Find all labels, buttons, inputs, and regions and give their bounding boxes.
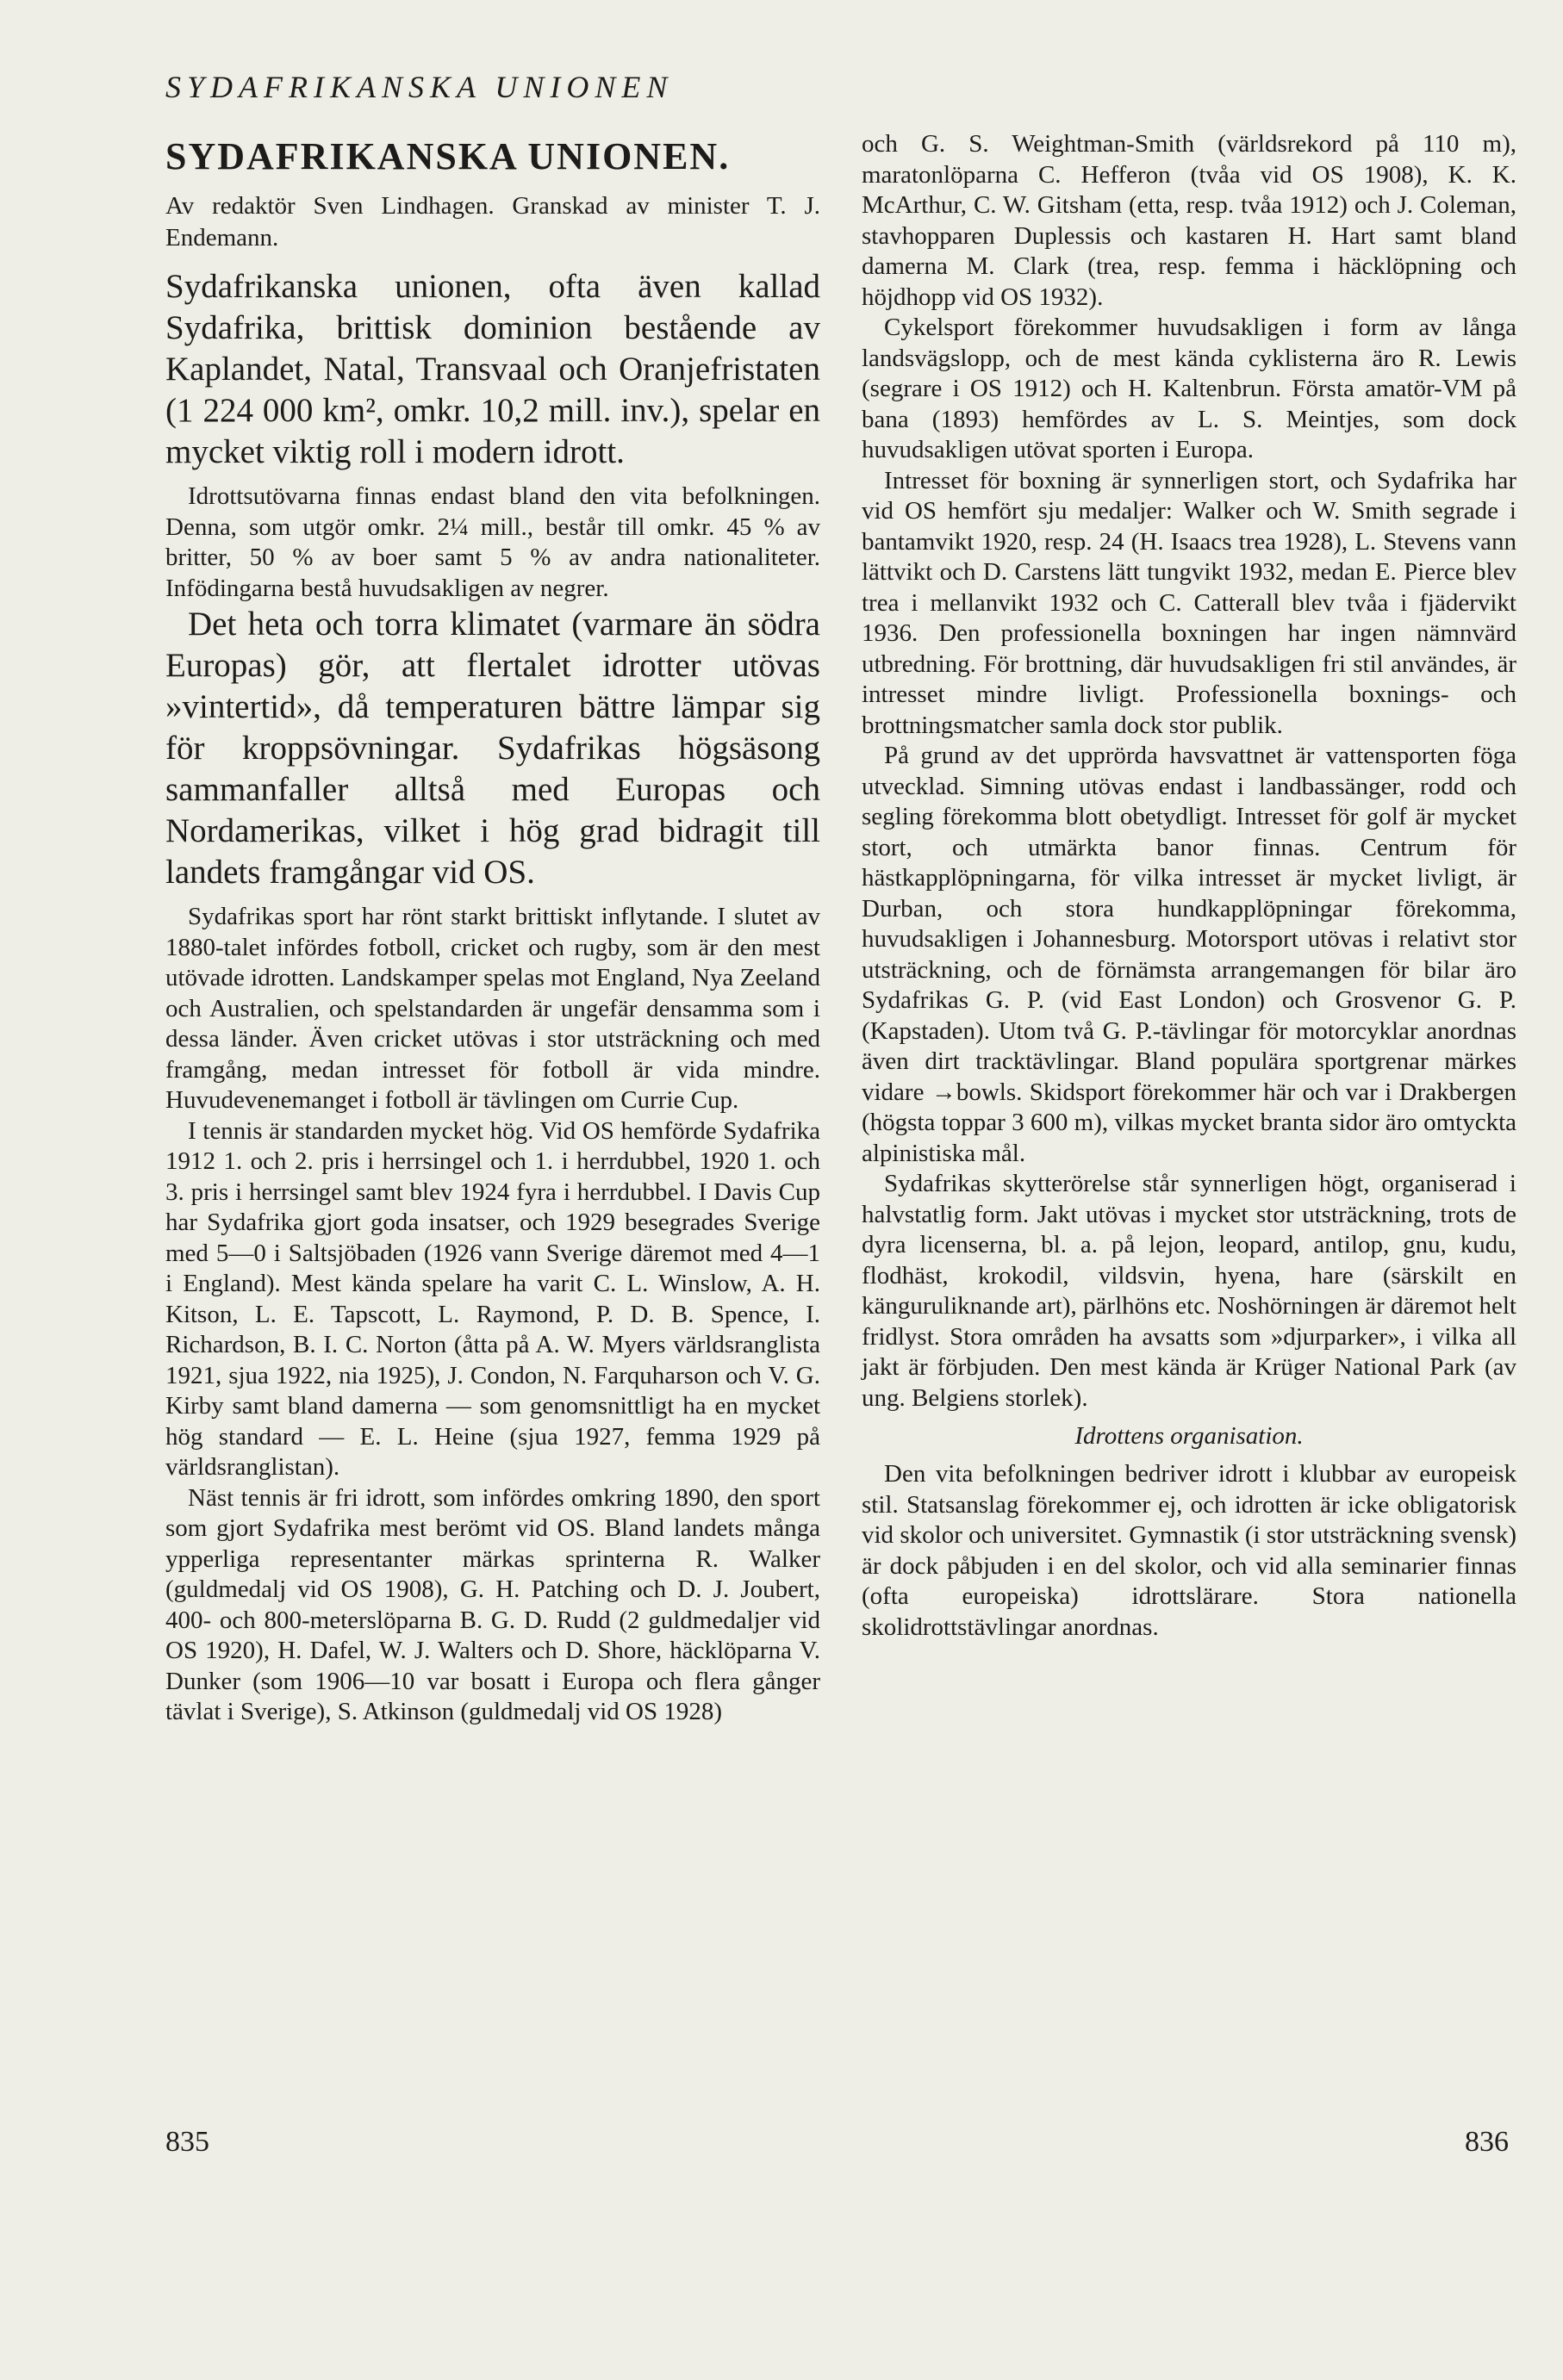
right-column — [862, 129, 1516, 1643]
lead-paragraph-1: Sydafrikanska unionen, ofta även kallad Sydafrika, brittisk dominion bestående av Kaplandet, Natal, Transvaal och Oranjefristaten (1 224 000 km², omkr. 10,2 mill. inv.), spelar en mycket viktig roll i modern idrott. — [165, 268, 820, 470]
left-column — [165, 129, 820, 1728]
paragraph-cycling: Cykelsport förekommer huvudsakligen i form av långa landsvägslopp, och de mest kända cyklisterna äro R. Lewis (segrare i OS 1912) och H. Kaltenbrun. Första amatör-VM på bana (1893) hemfördes av L. S. Meintjes, som dock huvudsakligen utövat sporten i Europa. — [862, 314, 1516, 463]
article-title: SYDAFRIKANSKA UNIONEN. — [165, 135, 731, 177]
running-head: SYDAFRIKANSKA UNIONEN — [165, 70, 674, 104]
paragraph-watersports: På grund av det upprörda havsvattnet är vattensporten föga utvecklad. Simning utövas endast i landbassänger, rodd och segling förekomma blott obetydligt. Intresset för golf är mycket stort, och utmärkta banor finnas. Centrum för hästkapplöpningarna, för vilka intresset är mycket livligt, är Durban, och stora hundkapplöpningar förekomma, huvudsakligen i Johannesburg. Motorsport utövas i relativt stor utsträckning, och de förnämsta arrangemangen för bilar äro Sydafrikas G. P. (vid East London) och Grosvenor G. P. (Kapstaden). Utom två G. P.-tävlingar för motorcyklar anordnas även dirt tracktävlingar. Bland populära sportgrenar märkes vidare →bowls. Skidsport förekommer här och var i Drakbergen (högsta toppar 3 600 m), vilkas mycket branta sidor äro omtyckta alpinistiska mål. — [862, 742, 1516, 1167]
section-subheading: Idrottens organisation. — [1074, 1422, 1304, 1450]
page-number-right: 836 — [1465, 2126, 1509, 2158]
page-number-left: 835 — [165, 2126, 209, 2158]
paragraph-british-influence: Sydafrikas sport har rönt starkt brittiskt inflytande. I slutet av 1880-talet infördes fotboll, cricket och rugby, som är den mest utövade idrotten. Landskamper spelas mot England, Nya Zeeland och Australien, och spelstandarden är ungefär densamma som i dessa länder. Även cricket utövas i stor utsträckning och med framgång, medan intresset för fotboll är vida mindre. Huvudevenemanget i fotboll är tävlingen om Currie Cup. — [165, 903, 820, 1114]
paragraph-athletics: Näst tennis är fri idrott, som infördes omkring 1890, den sport som gjort Sydafrika mest berömt vid OS. Bland landets många ypperliga representanter märkas sprinterna R. Walker (guldmedalj vid OS 1908), G. H. Patching och D. J. Joubert, 400- och 800-meterslöparna B. G. D. Rudd (2 guldmedaljer vid OS 1920), H. Dafel, W. J. Walters och D. Shore, häcklöparna V. Dunker (som 1906—10 var bosatt i Europa och flera gånger tävlat i Sverige), S. Atkinson (guldmedalj vid OS 1928) — [165, 1483, 820, 1725]
paragraph-organisation: Den vita befolkningen bedriver idrott i klubbar av europeisk stil. Statsanslag förekommer ej, och idrotten är icke obligatorisk vid skolor och universitet. Gymnastik (i stor utsträckning svensk) är dock påbjuden i en del skolor, och vid alla seminarier finnas (ofta europeiska) idrottslärare. Stora nationella skolidrottstävlingar anordnas. — [862, 1460, 1516, 1641]
lead-paragraph-2: Det heta och torra klimatet (varmare än södra Europas) gör, att flertalet idrotter utövas »vintertid», då temperaturen bättre lämpar sig för kroppsövningar. Sydafrikas högsäsong sammanfaller alltså med Europas och Nordamerikas, vilket i hög grad bidragit till landets framgångar vid OS. — [165, 606, 820, 891]
paragraph-shooting: Sydafrikas skytterörelse står synnerligen högt, organiserad i halvstatlig form. Jakt utövas i mycket stor utsträckning, trots de dyra licenserna, bl. a. på lejon, leopard, antilop, gnu, kudu, flodhäst, krokodil, vildsvin, hyena, hare (särskilt en känguruliknande art), pärlhöns etc. Noshörningen är däremot helt fridlyst. Stora områden ha avsatts som »djurparker», i vilka all jakt är förbjuden. Den mest kända är Krüger National Park (av ung. Belgiens storlek). — [862, 1170, 1516, 1412]
byline: Av redaktör Sven Lindhagen. Granskad av minister T. J. Endemann. — [165, 192, 820, 252]
paragraph-tennis: I tennis är standarden mycket hög. Vid OS hemförde Sydafrika 1912 1. och 2. pris i herrsingel och 1. i herrdubbel, 1920 1. och 3. pris i herrsingel samt blev 1924 fyra i herrdubbel. I Davis Cup har Sydafrika gjort goda insatser, och 1929 besegrades Sverige med 5—0 i Saltsjöbaden (1926 vann Sverige däremot med 4—1 i England). Mest kända spelare ha varit C. L. Winslow, A. H. Kitson, L. E. Tapscott, L. Raymond, P. D. B. Spence, I. Richardson, B. I. C. Norton (åtta på A. W. Myers världsranglista 1921, sjua 1922, nia 1925), J. Condon, N. Farquharson och V. G. Kirby samt bland damerna — som genomsnittligt ha en mycket hög standard — E. L. Heine (sjua 1927, femma 1929 på världsranglistan). — [165, 1116, 820, 1481]
paragraph-athletics-continued: och G. S. Weightman-Smith (världsrekord på 110 m), maratonlöparna C. Hefferon (tvåa vid OS 1908), K. K. McArthur, C. W. Gitsham (etta, resp. tvåa 1912) och J. Coleman, stavhopparen Duplessis och kastaren H. Hart samt bland damerna M. Clark (trea, resp. femma i häcklöpning och höjdhopp vid OS 1932). — [862, 130, 1516, 311]
paragraph-population: Idrottsutövarna finnas endast bland den vita befolkningen. Denna, som utgör omkr. 2¼ mill., består till omkr. 45 % av britter, 50 % av boer samt 5 % av andra nationaliteter. Infödingarna bestå huvudsakligen av negrer. — [165, 482, 820, 602]
paragraph-boxing: Intresset för boxning är synnerligen stort, och Sydafrika har vid OS hemfört sju medaljer: Walker och W. Smith segrade i bantamvikt 1920, resp. 24 (H. Isaacs trea 1928), L. Stevens vann lättvikt och D. Carstens lätt tungvikt 1932, medan E. Pierce blev trea i mellanvikt 1932 och C. Catterall blev tvåa i fjädervikt 1936. Den professionella boxningen har ingen nämnvärd utbredning. För brottning, där huvudsakligen fri stil användes, är intresset mindre livligt. Professionella boxnings- och brottningsmatcher samla dock stor publik. — [862, 466, 1516, 739]
